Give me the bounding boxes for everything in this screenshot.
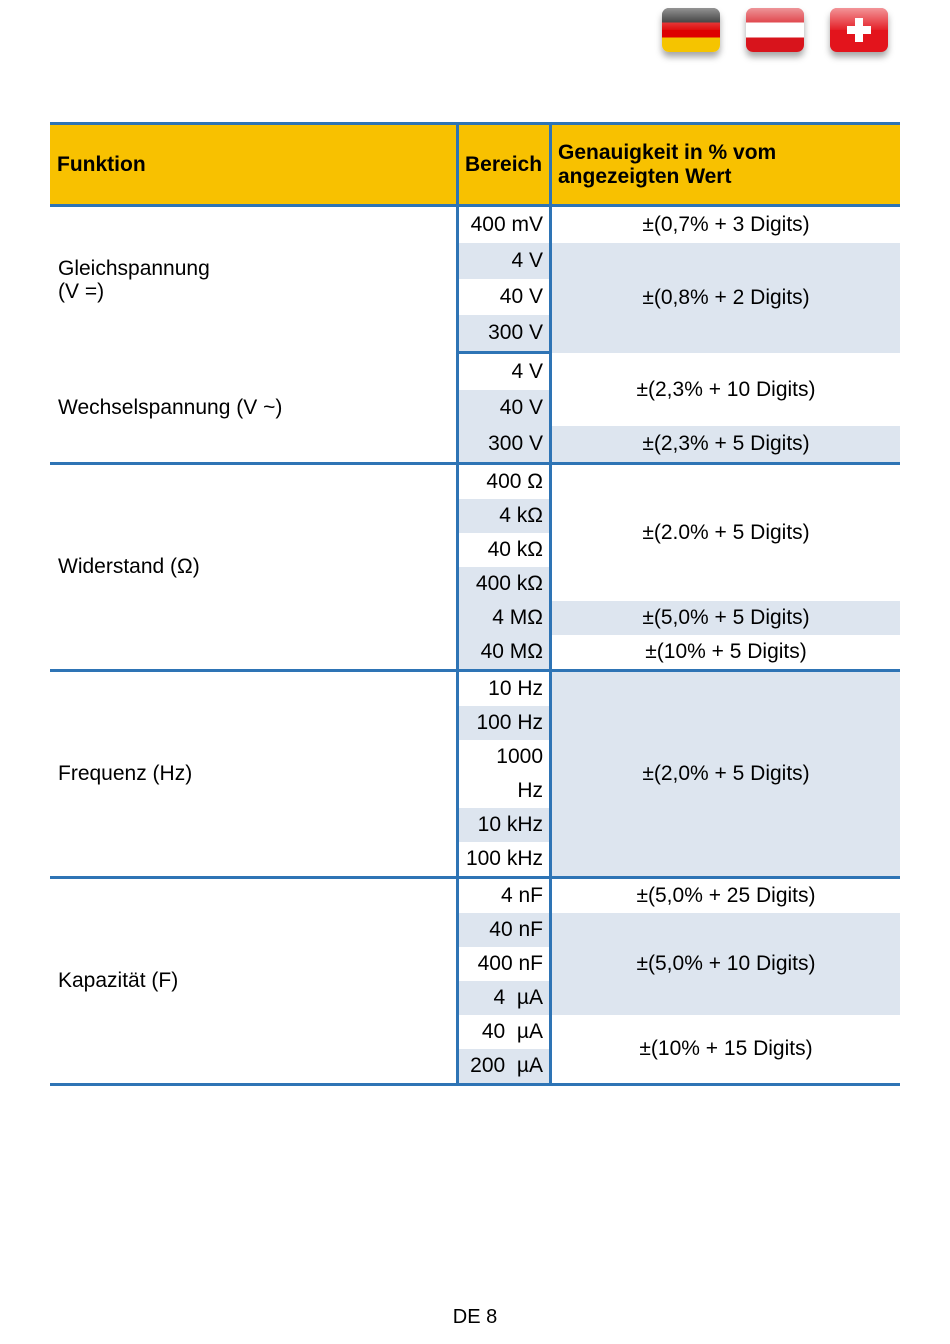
accuracy-cell: ±(2.0% + 5 Digits) (642, 521, 810, 545)
range-cell: 4 MΩ (458, 601, 551, 635)
range-cell: 40 nF (458, 913, 551, 947)
range-cell: 40 µA (458, 1015, 551, 1049)
range-cell: 10 Hz (458, 671, 551, 707)
accuracy-cell: ±(2,3% + 5 Digits) (551, 426, 901, 464)
range-cell: 40 V (458, 390, 551, 426)
page-number: DE 8 (452, 1306, 498, 1328)
range-cell: 4 nF (458, 878, 551, 914)
austria-flag-icon (746, 8, 804, 52)
accuracy-cell: ±(5,0% + 25 Digits) (636, 884, 816, 908)
table-row (50, 671, 900, 707)
range-cell: 100 Hz (458, 706, 551, 740)
range-cell: 400 kΩ (458, 567, 551, 601)
language-flags (662, 8, 888, 52)
switzerland-flag-icon (830, 8, 888, 52)
range-cell: 400 Ω (458, 464, 551, 500)
accuracy-cell: ±(10% + 5 Digits) (551, 635, 901, 671)
function-label: (V =) (58, 279, 105, 303)
range-cell: 300 V (458, 315, 551, 353)
range-value-wrapped: 1000 Hz (496, 745, 543, 802)
function-cell-resistance: Widerstand (Ω) (50, 464, 458, 671)
column-header-function: Funktion (50, 124, 458, 206)
function-label: Gleichspannung (58, 256, 210, 280)
range-cell (458, 740, 551, 808)
table-row (50, 206, 900, 244)
accuracy-cell: ±(0,7% + 3 Digits) (642, 213, 810, 237)
range-cell: 40 kΩ (458, 533, 551, 567)
table-header-row (50, 124, 900, 206)
range-cell: 100 kHz (458, 842, 551, 878)
table-row (50, 353, 900, 391)
function-cell-ac-voltage: Wechselspannung (V ~) (50, 353, 458, 464)
germany-flag-icon (662, 8, 720, 52)
accuracy-cell: ±(5,0% + 5 Digits) (551, 601, 901, 635)
range-cell: 300 V (458, 426, 551, 464)
accuracy-header-line2: angezeigten Wert (558, 164, 732, 188)
range-cell: 40 MΩ (458, 635, 551, 671)
range-cell: 10 kHz (458, 808, 551, 842)
function-cell-dc-voltage (50, 206, 458, 353)
accuracy-cell: ±(2,3% + 10 Digits) (636, 377, 816, 401)
accuracy-cell: ±(10% + 15 Digits) (551, 1015, 901, 1085)
accuracy-header-line1: Genauigkeit in % vom (558, 141, 777, 165)
range-cell: 400 nF (458, 947, 551, 981)
accuracy-cell: ±(5,0% + 10 Digits) (551, 913, 901, 1015)
range-cell: 4 kΩ (458, 499, 551, 533)
column-header-accuracy (551, 124, 901, 206)
range-cell: 4 V (458, 243, 551, 279)
range-cell: 400 mV (458, 206, 551, 244)
column-header-range: Bereich (458, 124, 551, 206)
table-row (50, 878, 900, 914)
accuracy-cell: ±(2,0% + 5 Digits) (551, 671, 901, 878)
function-cell-frequency: Frequenz (Hz) (50, 671, 458, 878)
table-row (50, 464, 900, 500)
range-cell: 4 µA (458, 981, 551, 1015)
range-cell: 40 V (458, 279, 551, 315)
accuracy-cell: ±(0,8% + 2 Digits) (551, 243, 901, 353)
function-cell-capacitance: Kapazität (F) (50, 878, 458, 1085)
range-cell: 200 µA (458, 1049, 551, 1085)
specification-table (50, 122, 900, 1086)
range-cell: 4 V (458, 353, 551, 391)
